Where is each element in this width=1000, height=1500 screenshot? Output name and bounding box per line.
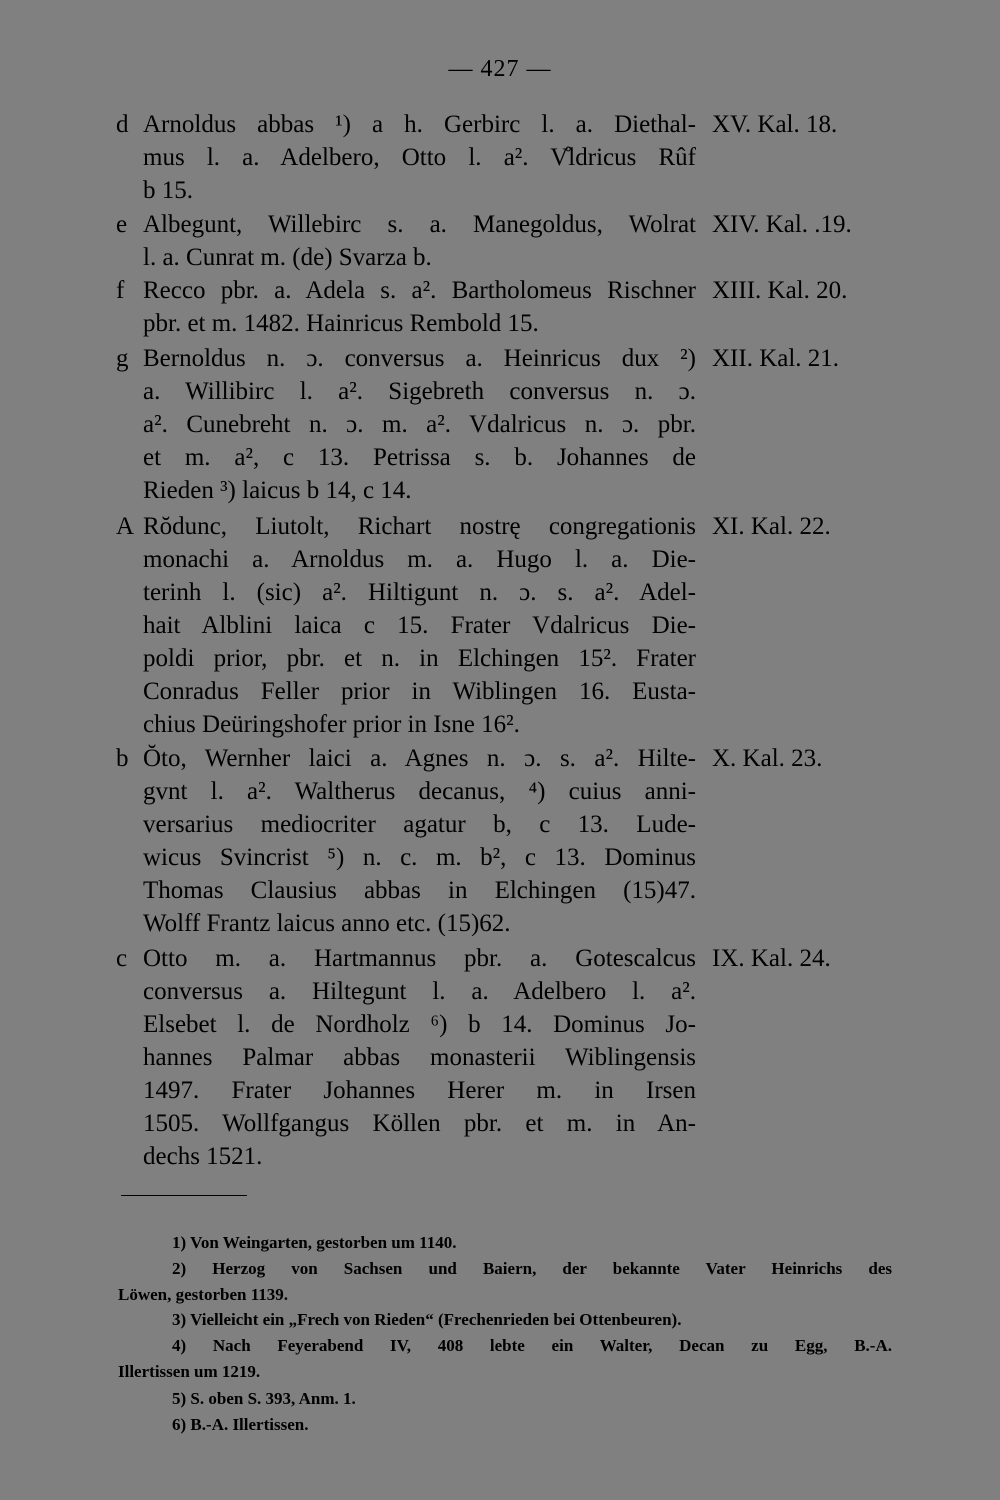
kalend-date: XI. Kal. 22. xyxy=(712,513,831,540)
footnote-2: 2) Herzog von Sachsen und Baiern, der bekannte Vater Heinrichs des xyxy=(172,1259,892,1278)
entry-line: Arnoldus abbas ¹) a h. Gerbirc l. a. Diethal- xyxy=(143,111,696,138)
kalend-date: XIV. Kal. .19. xyxy=(712,211,852,238)
page-number: — 427 — xyxy=(448,56,552,82)
entry-line: hait Alblini laica c 15. Frater Vdalricus Die- xyxy=(143,612,696,639)
kalend-date: XII. Kal. 21. xyxy=(712,345,840,372)
entry-line: 1505. Wollfgangus Köllen pbr. et m. in An- xyxy=(143,1110,696,1137)
entry-line: Recco pbr. a. Adela s. a². Bartholomeus Rischner xyxy=(143,277,696,304)
entry-line: et m. a², c 13. Petrissa s. b. Johannes de xyxy=(143,444,696,471)
kalend-date: XIII. Kal. 20. xyxy=(712,277,848,304)
day-letter: c xyxy=(116,945,128,972)
entry-line: pbr. et m. 1482. Hainricus Rembold 15. xyxy=(143,310,539,337)
entry-line: a. Willibirc l. a². Sigebreth conversus n. ɔ. xyxy=(143,378,696,405)
entry-line: mus l. a. Adelbero, Otto l. a². V̊ldricus Rûf xyxy=(143,144,696,171)
entry-line: Rieden ³) laicus b 14, c 14. xyxy=(143,477,412,504)
entry-line: versarius mediocriter agatur b, c 13. Lude- xyxy=(143,811,696,838)
footnote-separator xyxy=(121,1195,247,1196)
kalend-date: X. Kal. 23. xyxy=(712,745,823,772)
entry-line: Conradus Feller prior in Wiblingen 16. Eusta- xyxy=(143,678,696,705)
entry-line: Rŏdunc, Liutolt, Richart nostrę congregationis xyxy=(143,513,696,540)
entry-line: Bernoldus n. ɔ. conversus a. Heinricus dux ²) xyxy=(143,345,696,372)
day-letter: g xyxy=(116,345,129,372)
entry-line: b 15. xyxy=(143,177,193,204)
entry-line: dechs 1521. xyxy=(143,1143,263,1170)
entry-line: Wolff Frantz laicus anno etc. (15)62. xyxy=(143,910,511,937)
footnote-6: 6) B.-A. Illertissen. xyxy=(172,1415,309,1434)
entry-line: gvnt l. a². Waltherus decanus, ⁴) cuius anni- xyxy=(143,778,696,805)
footnote-3: 3) Vielleicht ein „Frech von Rieden“ (Frechenrieden bei Ottenbeuren). xyxy=(172,1310,682,1329)
entry-line: Otto m. a. Hartmannus pbr. a. Gotescalcus xyxy=(143,945,696,972)
entry-line: terinh l. (sic) a². Hiltigunt n. ɔ. s. a². Adel- xyxy=(143,579,696,606)
entry-line: 1497. Frater Johannes Herer m. in Irsen xyxy=(143,1077,696,1104)
entry-line: a². Cunebreht n. ɔ. m. a². Vdalricus n. ɔ. pbr. xyxy=(143,411,696,438)
entry-line: wicus Svincrist ⁵) n. c. m. b², c 13. Dominus xyxy=(143,844,696,871)
footnote-5: 5) S. oben S. 393, Anm. 1. xyxy=(172,1389,356,1408)
day-letter: b xyxy=(116,745,129,772)
footnote-1: 1) Von Weingarten, gestorben um 1140. xyxy=(172,1233,457,1252)
entry-line: Albegunt, Willebirc s. a. Manegoldus, Wolrat xyxy=(143,211,696,238)
entry-line: chius Deüringshofer prior in Isne 16². xyxy=(143,711,520,738)
entry-line: monachi a. Arnoldus m. a. Hugo l. a. Die- xyxy=(143,546,696,573)
day-letter: d xyxy=(116,111,129,138)
day-letter: f xyxy=(116,277,125,304)
footnote-2-continuation: Löwen, gestorben 1139. xyxy=(118,1285,288,1304)
entry-line: Elsebet l. de Nordholz ⁶) b 14. Dominus Jo- xyxy=(143,1011,696,1038)
footnote-4-continuation: Illertissen um 1219. xyxy=(118,1362,261,1381)
entry-line: l. a. Cunrat m. (de) Svarza b. xyxy=(143,244,432,271)
entry-line: Thomas Clausius abbas in Elchingen (15)47. xyxy=(143,877,696,904)
entry-line: hannes Palmar abbas monasterii Wiblingensis xyxy=(143,1044,696,1071)
entry-line: poldi prior, pbr. et n. in Elchingen 15². Frater xyxy=(143,645,696,672)
day-letter: A xyxy=(116,513,135,540)
day-letter: e xyxy=(116,211,128,238)
entry-line: Ŏto, Wernher laici a. Agnes n. ɔ. s. a². Hilte- xyxy=(143,745,696,772)
kalend-date: XV. Kal. 18. xyxy=(712,111,838,138)
kalend-date: IX. Kal. 24. xyxy=(712,945,831,972)
footnote-4: 4) Nach Feyerabend IV, 408 lebte ein Walter, Decan zu Egg, B.-A. xyxy=(172,1336,892,1355)
entry-line: conversus a. Hiltegunt l. a. Adelbero l. a². xyxy=(143,978,696,1005)
